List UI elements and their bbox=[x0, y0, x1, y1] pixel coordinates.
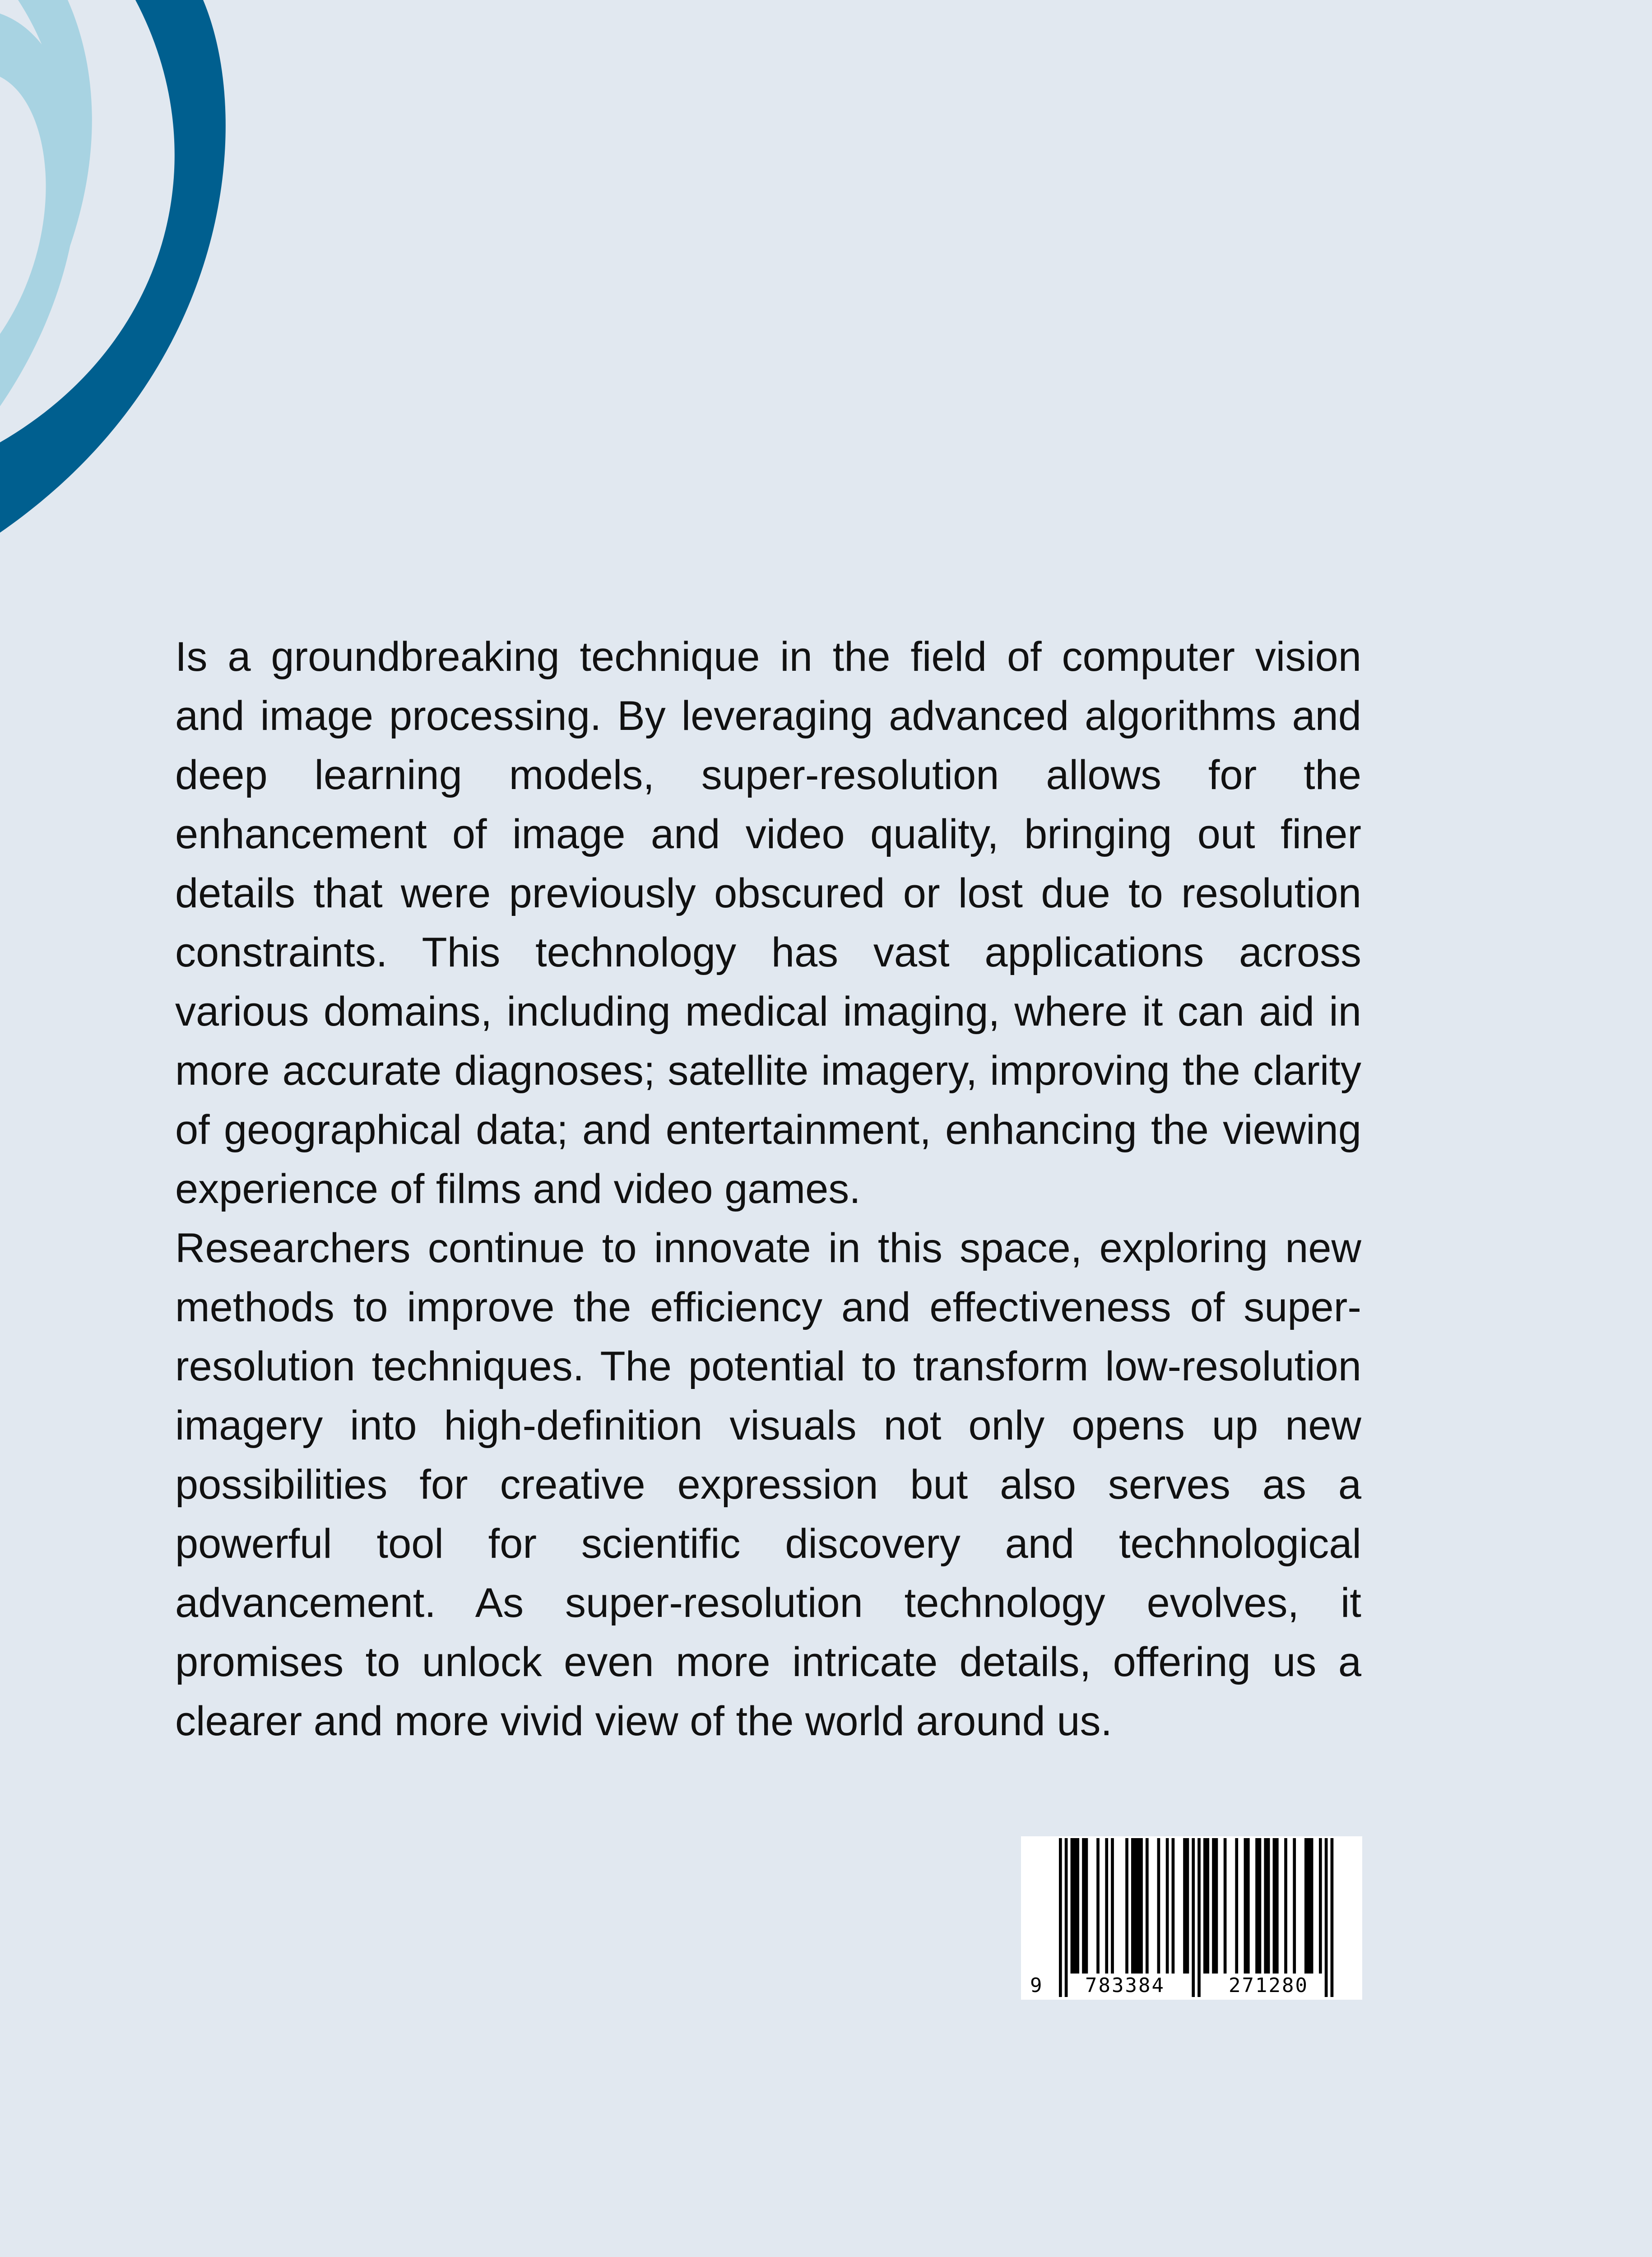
barcode-bar bbox=[1206, 1838, 1209, 1974]
barcode-bar bbox=[1212, 1838, 1215, 1974]
barcode-bar bbox=[1310, 1838, 1313, 1974]
barcode-digit-first: 9 bbox=[1030, 1974, 1044, 1997]
barcode-bar bbox=[1172, 1838, 1175, 1974]
decorative-arcs bbox=[0, 0, 253, 542]
barcode-bar bbox=[1267, 1838, 1270, 1974]
barcode-bar bbox=[1235, 1838, 1238, 1974]
barcode-bar bbox=[1076, 1838, 1079, 1974]
barcode-bar bbox=[1183, 1838, 1186, 1974]
barcode-bar bbox=[1307, 1838, 1310, 1974]
barcode-bar bbox=[1166, 1838, 1169, 1974]
barcode-bar bbox=[1215, 1838, 1218, 1974]
barcode-bar bbox=[1059, 1838, 1062, 1997]
barcode-bar bbox=[1137, 1838, 1140, 1974]
barcode-digits-right: 271280 bbox=[1229, 1974, 1309, 1997]
barcode-bars bbox=[1021, 1836, 1362, 2000]
barcode-bar bbox=[1264, 1838, 1267, 1974]
barcode-bar bbox=[1319, 1838, 1322, 1974]
barcode-bar bbox=[1331, 1838, 1334, 1997]
barcode-bar bbox=[1071, 1838, 1074, 1974]
barcode-bar bbox=[1255, 1838, 1258, 1974]
barcode-bar bbox=[1276, 1838, 1279, 1974]
barcode-bar bbox=[1258, 1838, 1262, 1974]
barcode-bar bbox=[1111, 1838, 1114, 1974]
barcode-bar bbox=[1125, 1838, 1128, 1974]
barcode-bar bbox=[1186, 1838, 1189, 1974]
barcode-bar bbox=[1197, 1838, 1201, 1997]
barcode-bar bbox=[1082, 1838, 1085, 1974]
barcode-bar bbox=[1284, 1838, 1287, 1974]
isbn-barcode bbox=[1021, 1836, 1362, 2000]
barcode-bar bbox=[1293, 1838, 1296, 1974]
blurb-paragraph-1: Is a groundbreaking technique in the field of computer vision and image processing. By leveraging advanced algorithms and deep learning models, super-resolution allows for the enhancement of image and video quality, bringing out finer details that were previously obscured or lost due to resolution constraints. This technology has vast applications across various domains, including medical imaging, where it can aid in more accurate diagnoses; satellite imagery, improving the clarity of geographical data; and entertainment, enhancing the viewing experience of films and video games. bbox=[175, 634, 1361, 1212]
barcode-digits-left: 783384 bbox=[1085, 1974, 1165, 1997]
barcode-bar bbox=[1131, 1838, 1134, 1974]
barcode-bar bbox=[1073, 1838, 1077, 1974]
barcode-bar bbox=[1192, 1838, 1195, 1997]
blurb-paragraph-2: Researchers continue to innovate in this space, exploring new methods to improve the efficiency and effectiveness of super-resolution techniques. The potential to transform low-resolution imagery into high-definition visuals not only opens up new possibilities for creative expression but also serves as a powerful tool for scientific discovery and technological advancement. As super-resolution technology evolves, it promises to unlock even more intricate details, offering us a clearer and more vivid view of the world around us. bbox=[175, 1225, 1361, 1744]
barcode-bar bbox=[1157, 1838, 1160, 1974]
barcode-bar bbox=[1304, 1838, 1308, 1974]
back-cover-blurb bbox=[175, 627, 1361, 1751]
barcode-bar bbox=[1203, 1838, 1207, 1974]
barcode-bar bbox=[1105, 1838, 1108, 1974]
barcode-bar bbox=[1325, 1838, 1328, 1997]
barcode-bar bbox=[1247, 1838, 1250, 1974]
barcode-bar bbox=[1273, 1838, 1276, 1974]
barcode-bar bbox=[1065, 1838, 1068, 1997]
barcode-bar bbox=[1085, 1838, 1088, 1974]
barcode-bar bbox=[1096, 1838, 1100, 1974]
barcode-bar bbox=[1146, 1838, 1149, 1974]
barcode-bar bbox=[1244, 1838, 1247, 1974]
barcode-bar bbox=[1224, 1838, 1227, 1974]
barcode-bar bbox=[1134, 1838, 1137, 1974]
barcode-bar bbox=[1140, 1838, 1143, 1974]
